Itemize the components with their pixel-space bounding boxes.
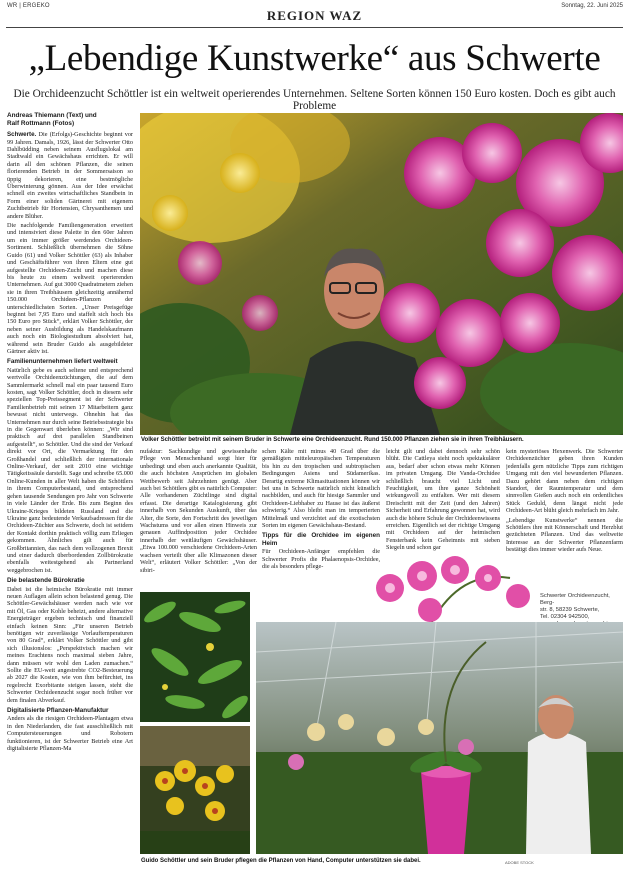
paragraph-4: Dabei ist die heimische Bürokratie mit immer neuen Auflagen allein schon belastend genug. Die Schöttler-Gewächshäuser werden nach wie vor mit Öl, Gas oder Kohle beheizt, andere alternative Energieträger ergeben technisch und finanziell einfach keinen Sinn: „Für unseren Betrieb benötigen wir zuverlässige Vorlauftemperaturen von 80 Grad“, erklärt Volker Schöttler und gibt sich illusionslos: „Perspektivisch machen wir meines Erachtens noch maximal sieben Jahre, dann müssen wir wohl den Laden zumachen.“ Sollte die EU-weit angestrebte CO2-Besteuerung ab 2027 die Kosten, wie von ihm befürchtet, ins regelrecht Exorbitante steigen lassen, steht die Schwerter Orchideenzucht sogar noch früher vor dem finalen Abverkauf.: [7, 585, 133, 704]
photo-volker-schoettler: [140, 113, 623, 435]
author-line-2: Ralf Rottmann (Fotos): [7, 119, 75, 127]
photo-credit: ADOBE STOCK: [505, 860, 534, 865]
paragraph-6: nufaktur: Sachkundige und gewissenhafte Pflege von Menschenhand sorgt hier für unbedingt und eben auch anerkannte Qualität, die auch höchsten Ansprüchen im globalen Wettbewerb seit Jahrzehnten genügt. Aber auch bei Schöttlers gibt es natürlich Computer: Alle vorhandenen Züchtlinge sind digital erfasst. Die derartige Katalogisierung gibt innerhalb von Sekunden Auskunft, über das Alter, die Sorte, den Fortschritt des jeweiligen Wachstums und vor allen einen Hinweis zur genauen Auffindposition jeder Orchidee innerhalb der weitläufigen Gewächshäuser. „Etwa 100.000 verschiedene Orchideen-Arten wachsen verteilt über alle Klimazonen dieser Welt“, erläutert Volker Schöttler: „Von der sibiri-: [140, 448, 257, 574]
paragraph-5: Anders als die riesigen Orchideen-Plantagen etwa in den Niederlanden, die fast ausschließlich mit Computersteuerungen und Robotern funktionieren, ist der Schwerter Betrieb eine Art digitalisierte Pflanzen-Ma: [7, 715, 133, 753]
photo-guido-schoettler: [256, 622, 623, 854]
paragraph-8: Für Orchideen-Anfänger empfehlen die Schwerter Profis die Phalaenopsis-Orchidee, die als besonders pflege-: [262, 548, 380, 571]
contact-line-2: str. 8, 58239 Schwerte,: [540, 607, 600, 613]
subheading-3: Digitalisierte Pflanzen-Manufaktur: [7, 707, 109, 715]
paragraph-7: schen Kälte mit minus 40 Grad über die gemäßigten mitteleuropäischen Temperaturen bis hin zu den tropischen und subtropischen Bedingungen Asiens und Südamerikas. Derartig extreme Klimasituationen können wir bei uns in Schwerte natürlich nicht künstlich nachbilden, und auch für hiesige Sammler und Orchideen-Liebhaber zu Hause ist das äußerst schwierig.“ Also bleibt man im temperierten Mittelmaß und verzichtet auf die exotischsten Sorten im eigenen Gewächshaus-Bestand.: [262, 448, 380, 530]
header-date: Sonntag, 22. Juni 2025: [561, 3, 623, 9]
orchid-greenhouse-photo: [140, 113, 623, 435]
paragraph-1: [7, 131, 133, 220]
subheading-4: Tipps für die Orchidee im eigenen Heim: [262, 532, 380, 547]
photo-green-plants: [140, 592, 250, 722]
photo-yellow-orchids: [140, 726, 250, 854]
subheading-1: Familienunternehmen liefert weltweit: [7, 358, 118, 366]
paragraph-3: Natürlich gebe es auch seltene und entsprechend wertvolle Orchideenzüchtungen, die auf dem Sammlermarkt schnell mal ein paar tausend Euro kosten, sagt Volker Schöttler, doch in diesem sehr speziellen Top-Preissegment ist der Schwerter Familienbetrieb mit seinen 17 Mitarbeitern ganz bewusst nicht unterwegs. Ohnehin hat das Unternehmen nur durch seine Betriebsstrategie bis in die Gegenwart überleben können: „Wir sind praktisch auf drei parallelen Standbeinen aufgestellt“, so Schöttler. Und die sind der Verkauf direkt vor Ort, die Vermarktung für den Großhandel und schließlich der internationale Online-Verkauf, der seit 2010 eine wichtige Tätigkeitssäule darstellt. Sage und schreibe 65.000 Online-Kunden in aller Welt haben die Schöttlers in ihrem Computerbestand, und entsprechend gehen tausende Sendungen pro Jahr von Schwerte in viele Länder der Erde. Bis zum Beginn des Ukraine-Krieges bildeten Russland und die Ukraine ganz bedeutende Verkaufsadressen für die Orchideen-Züchter aus Schwerte, doch ist seitdem der Kontakt dorthin praktisch völlig zum Erliegen gekommen. Ähnliches gilt auch für Großbritannien, das nach dem vollzogenen Brexit und einer dadurch überbordenden Zollbürokratie ebenfalls weitestgehend als Partnerland weggebrochen ist.: [7, 366, 133, 574]
caption-top: Volker Schöttler betreibt mit seinem Bruder in Schwerte eine Orchideenzucht. Rund 150.000 Pflanzen ziehen sie in ihren Treibhäusern.: [141, 437, 524, 443]
headline: „Lebendige Kunstwerke“ aus Schwerte: [28, 38, 601, 79]
header-rule: [6, 27, 623, 28]
paragraph-11: „Lebendige Kunstwerke“ nennen die Schöttlers ihre mit Könnerschaft und Herzblut gezüchteten Pflanzen. Und das weltweite Interesse an der Schwerter Pflanzenfarm bestätigt dies immer wieder aufs Neue.: [506, 516, 623, 554]
header-edition: WR | ERGEKO: [7, 3, 50, 9]
author-line-1: Andreas Thiemann (Text) und: [7, 112, 97, 119]
paragraph-1-text: Die (Erfolgs)-Geschichte beginnt vor 99 Jahren. Damals, 1926, lässt der Schwerter Otto Dahlbüdding neben seinem Ausflugslokal am Stadtwald ein Gewächshaus errichten. Er will darin all den schönen Pflanzen, die seinen florierenden Betrieb in der Sommersaison so üppig dekorieren, eine bestmögliche Überwinterung gönnen. Aus der Idee erwächst schnell ein zweites wirtschaftliches Standbein in Form einer soliden Gärtnerei mit eigenem Zuchtbetrieb für Hortensien, Chrysanthemen und andere Blüher.: [7, 131, 133, 220]
paragraph-10: kein mysteriöses Hexenwerk. Die Schwerter Orchideenzüchter geben ihren Kunden jedenfalls gern nützliche Tipps zum richtigen Umgang mit den viel bewunderten Pflanzen. Dazu gehört dann neben dem richtigen Standort, der Raumtemperatur und dem sinnvollen Gießen auch noch ein ordentliches Stück Geduld, denn längst nicht jede Orchideen-Art blüht gleich mehrfach im Jahr.: [506, 448, 623, 515]
subline: Die Orchideenzucht Schöttler ist ein weltweit operierendes Unternehmen. Seltene Sorten können 150 Euro kosten. Doch es gibt auch Probleme: [13, 88, 616, 112]
column-1: [7, 112, 133, 868]
dateline: Schwerte.: [7, 131, 37, 139]
paragraph-9: leicht gilt und dabei dennoch sehr schön blüht. Die Cattleya sieht noch spektakulärer aus, bedarf aber schon etwas mehr Können im privaten Umgang. Die Vanda-Orchidee schließlich braucht viel Licht und Feuchtigkeit, um ihre ganze Schönheit wirkungsvoll zu entfalten. Wer mit diesem Dreischritt mit der Zeit (und den Jahren) Sicherheit und Erfahrung gewonnen hat, wird auch die höhere Schule der Orchideenwissens erreichen. Eigentlich sei der richtige Umgang mit Orchideen auf der heimischen Fensterbank kein Geheimnis mit sieben Siegeln und schon gar: [386, 448, 500, 552]
caption-bottom: Guido Schöttler und sein Bruder pflegen die Pflanzen von Hand, Computer unterstützen sie dabei.: [141, 858, 421, 864]
section-title: REGION WAZ: [266, 8, 363, 23]
greenhouse-worker-illustration: [256, 622, 623, 854]
green-leaves-illustration: [140, 592, 250, 722]
column-2: [140, 448, 257, 590]
yellow-orchids-illustration: [140, 726, 250, 854]
subheading-2: Die belastende Bürokratie: [7, 577, 85, 585]
paragraph-2: Die nachfolgende Familiengeneration erweitert und intensiviert diese Palette in den 60er Jahren um ein immer größer werdendes Orchideen-Sortiment. Schließlich übernehmen die Söhne Guido (61) und Volker Schöttler (63) als Inhaber und Geschäftsführer von ihren Eltern eine gut aufgestellte Orchideen-Zucht und machen diese bis heute zu einem weltweit operierenden Unternehmen. Auf gut 3000 Quadratmetern ziehen sie in ihren Treibhäusern gleichzeitig annähernd 150.000 Orchideen-Pflanzen der unterschiedlichsten Sorten. „Unser Preisgefüge beginnt bei 7,95 Euro und staffelt sich hoch bis 150 Euro pro Stück“, erklärt Volker Schöttler, der neben seiner Ausbildung als Handelskaufmann auch noch ein Biologiestudium absolviert hat, während sein Bruder Guido als ausgebildeter Gärtner aktiv ist.: [7, 222, 133, 355]
contact-line-1: Schwerter Orchideenzucht, Berg-: [540, 593, 610, 606]
contact-line-3: Tel. 02304 942500,: [540, 614, 590, 620]
